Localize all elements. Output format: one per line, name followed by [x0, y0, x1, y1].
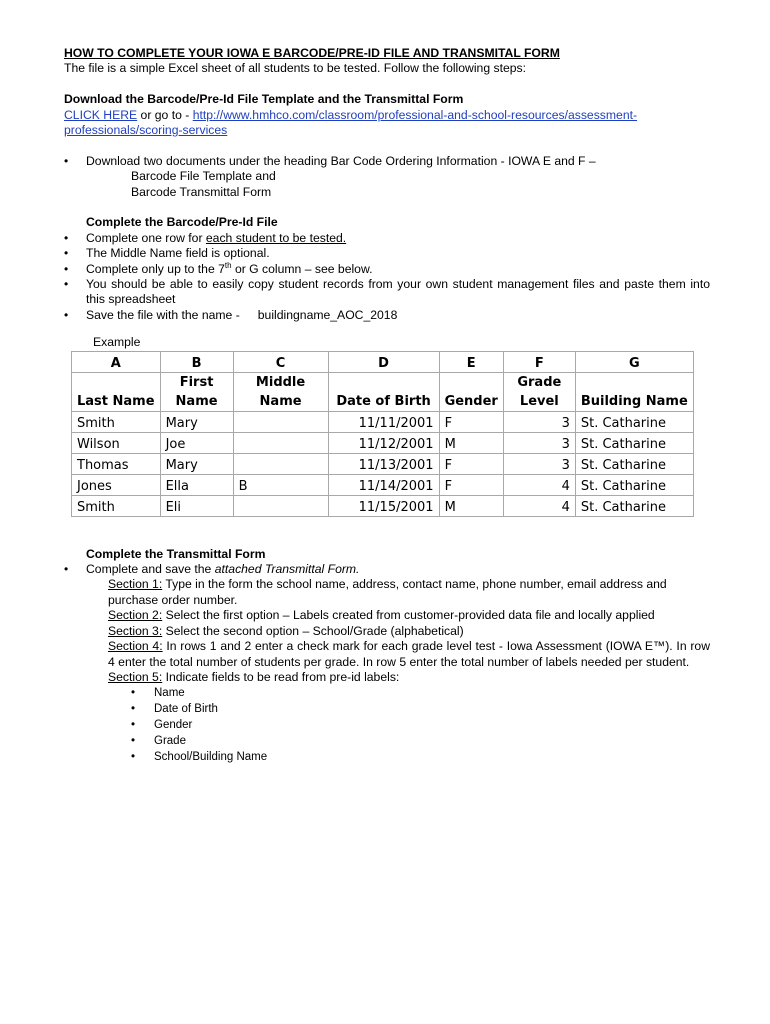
- example-table: [71, 351, 694, 517]
- cell-gender: F: [439, 474, 503, 495]
- list-item: • Download two documents under the heading Bar Code Ordering Information - IOWA E and F –: [64, 154, 710, 169]
- label-fields-list: [64, 685, 710, 765]
- column-letter: D: [328, 351, 439, 372]
- download-heading: Download the Barcode/Pre-Id File Template and the Transmittal Form: [64, 92, 464, 107]
- column-letter: G: [575, 351, 693, 372]
- cell-first-name: Mary: [160, 453, 233, 474]
- cell-grade: 3: [503, 411, 575, 432]
- barcode-heading: Complete the Barcode/Pre-Id File: [86, 215, 278, 230]
- transmittal-heading: Complete the Transmittal Form: [86, 546, 266, 561]
- cell-building: St. Catharine: [575, 432, 693, 453]
- doc-name-1: Barcode File Template and: [131, 169, 276, 184]
- column-header: Building Name: [575, 372, 693, 411]
- cell-dob: 11/11/2001: [328, 411, 439, 432]
- cell-last-name: Smith: [72, 495, 161, 516]
- cell-grade: 4: [503, 495, 575, 516]
- cell-middle-name: [233, 495, 328, 516]
- cell-building: St. Catharine: [575, 495, 693, 516]
- column-letter: A: [72, 351, 161, 372]
- column-letter: F: [503, 351, 575, 372]
- cell-dob: 11/14/2001: [328, 474, 439, 495]
- document-page: [64, 46, 710, 765]
- list-item: • Save the file with the name - buildingname_AOC_2018: [64, 308, 710, 323]
- cell-building: St. Catharine: [575, 453, 693, 474]
- section-2: Section 2: Select the first option – Labels created from customer-provided data file and locally applied: [108, 608, 655, 623]
- list-item: • Grade: [131, 733, 710, 749]
- column-letter: E: [439, 351, 503, 372]
- header-row: [72, 372, 694, 411]
- cell-grade: 4: [503, 474, 575, 495]
- cell-gender: M: [439, 495, 503, 516]
- list-item: • Gender: [131, 717, 710, 733]
- section-3: Section 3: Select the second option – School/Grade (alphabetical): [108, 623, 464, 638]
- cell-middle-name: B: [233, 474, 328, 495]
- cell-last-name: Wilson: [72, 432, 161, 453]
- table-row: [72, 453, 694, 474]
- page-title: HOW TO COMPLETE YOUR IOWA E BARCODE/PRE-ID FILE AND TRANSMITAL FORM: [64, 46, 560, 60]
- download-list: [64, 154, 710, 169]
- table-row: [72, 474, 694, 495]
- intro-text: The file is a simple Excel sheet of all students to be tested. Follow the following steps:: [64, 61, 527, 76]
- goto-text: or go to -: [137, 107, 193, 122]
- column-header: Middle Name: [233, 372, 328, 411]
- cell-first-name: Joe: [160, 432, 233, 453]
- list-item: • You should be able to easily copy student records from your own student management files and paste them into this spreadsheet: [64, 277, 710, 308]
- cell-first-name: Eli: [160, 495, 233, 516]
- table-row: [72, 432, 694, 453]
- cell-gender: F: [439, 411, 503, 432]
- template-url-link-cont[interactable]: professionals/scoring-services: [64, 123, 228, 138]
- section-4: Section 4: In rows 1 and 2 enter a check mark for each grade level test - Iowa Assessment (IOWA E™). In row 4 enter the total number of students per grade. In row 5 enter the total number of labels needed per student.: [108, 639, 711, 669]
- section-1: Section 1: Type in the form the school name, address, contact name, phone number, email address and purchase order number.: [108, 577, 667, 607]
- transmittal-sections: [64, 577, 710, 685]
- doc-name-2: Barcode Transmittal Form: [131, 184, 272, 199]
- template-url-link[interactable]: http://www.hmhco.com/classroom/professional-and-school-resources/assessment-: [192, 107, 638, 122]
- click-here-link[interactable]: CLICK HERE: [64, 107, 138, 122]
- table-row: [72, 495, 694, 516]
- cell-first-name: Mary: [160, 411, 233, 432]
- cell-dob: 11/12/2001: [328, 432, 439, 453]
- table-row: [72, 411, 694, 432]
- cell-gender: M: [439, 432, 503, 453]
- column-letters-row: [72, 351, 694, 372]
- column-header: Grade Level: [503, 372, 575, 411]
- column-header: Gender: [439, 372, 503, 411]
- cell-dob: 11/13/2001: [328, 453, 439, 474]
- cell-middle-name: [233, 453, 328, 474]
- cell-building: St. Catharine: [575, 411, 693, 432]
- cell-middle-name: [233, 432, 328, 453]
- column-header: Last Name: [72, 372, 161, 411]
- cell-middle-name: [233, 411, 328, 432]
- barcode-list: [64, 231, 710, 323]
- list-item: • School/Building Name: [131, 749, 710, 765]
- cell-last-name: Jones: [72, 474, 161, 495]
- cell-building: St. Catharine: [575, 474, 693, 495]
- column-header: First Name: [160, 372, 233, 411]
- list-item: • Complete only up to the 7th or G column – see below.: [64, 262, 710, 277]
- list-item: • The Middle Name field is optional.: [64, 246, 710, 261]
- cell-last-name: Smith: [72, 411, 161, 432]
- column-header: Date of Birth: [328, 372, 439, 411]
- section-5: Section 5: Indicate fields to be read from pre-id labels:: [108, 669, 400, 684]
- column-letter: C: [233, 351, 328, 372]
- cell-grade: 3: [503, 453, 575, 474]
- list-item: • Date of Birth: [131, 701, 710, 717]
- cell-last-name: Thomas: [72, 453, 161, 474]
- example-label: Example: [93, 335, 141, 350]
- list-item: • Complete and save the attached Transmittal Form.: [64, 562, 710, 577]
- download-link-line: [64, 108, 710, 123]
- cell-grade: 3: [503, 432, 575, 453]
- column-letter: B: [160, 351, 233, 372]
- cell-dob: 11/15/2001: [328, 495, 439, 516]
- list-item: • Name: [131, 685, 710, 701]
- cell-gender: F: [439, 453, 503, 474]
- cell-first-name: Ella: [160, 474, 233, 495]
- transmittal-list: [64, 562, 710, 577]
- list-item: • Complete one row for each student to be tested.: [64, 231, 710, 246]
